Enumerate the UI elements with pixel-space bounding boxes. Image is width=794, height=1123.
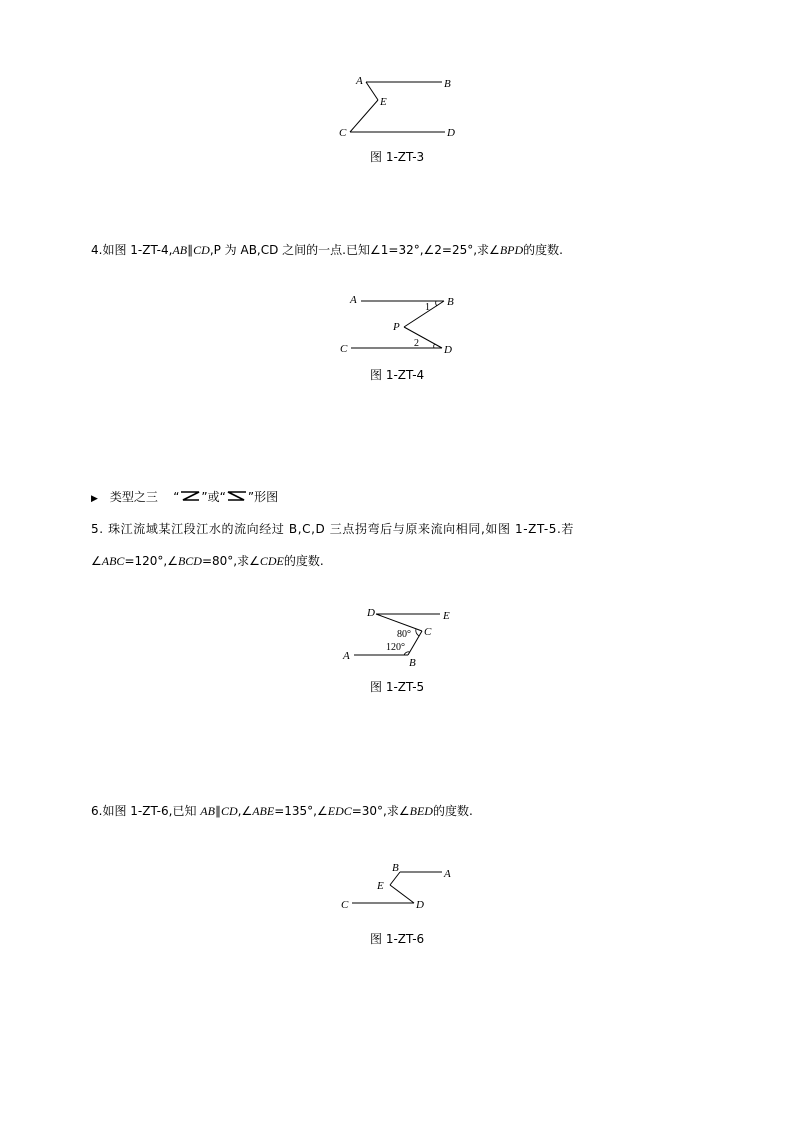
label-c: C [424, 626, 432, 638]
label-d: D [416, 899, 424, 911]
label-e: E [377, 880, 384, 892]
figure-1-zt-3 [330, 70, 470, 145]
figure-1-zt-6-diagram [336, 858, 466, 918]
figure-1-zt-5-diagram [336, 602, 466, 672]
problem-5-line-1: 5. 珠江流域某江段江水的流向经过 B,C,D 三点拐弯后与原来流向相同,如图 1-ZT-5.若 [91, 522, 574, 536]
label-b: B [447, 296, 454, 308]
figure-1-zt-4 [336, 290, 466, 360]
label-c: C [340, 343, 348, 355]
figure-1-zt-5 [336, 602, 466, 672]
label-d: D [444, 344, 452, 356]
label-e: E [443, 610, 450, 622]
label-b: B [444, 78, 451, 90]
angle-label-1: 1 [425, 302, 430, 313]
caption-1-zt-5: 图 1-ZT-5 [370, 680, 425, 694]
label-a: A [444, 868, 451, 880]
label-c: C [341, 899, 349, 911]
label-p: P [393, 321, 400, 333]
label-d: D [447, 127, 455, 139]
triangle-bullet-icon: ▶ [91, 494, 98, 504]
line-ed [390, 885, 414, 903]
label-d: D [367, 607, 375, 619]
problem-5-line-2: ∠ABC=120°,∠BCD=80°,求∠CDE的度数. [91, 554, 324, 568]
angle-arc-2 [434, 344, 435, 348]
angle-label-120: 120° [386, 642, 405, 653]
figure-1-zt-3-diagram [330, 70, 470, 145]
line-ec [350, 100, 378, 132]
label-a: A [343, 650, 350, 662]
angle-label-80: 80° [397, 629, 411, 640]
label-a: A [356, 75, 363, 87]
section-type-3-heading: ▶ 类型之三 “ ”或“ ”形图 [91, 490, 279, 504]
label-b: B [409, 657, 416, 669]
figure-1-zt-4-diagram [336, 290, 466, 360]
line-ae [366, 82, 378, 100]
caption-1-zt-3: 图 1-ZT-3 [370, 150, 425, 164]
caption-1-zt-6: 图 1-ZT-6 [370, 932, 425, 946]
s-shape-glyph-icon [226, 490, 248, 502]
angle-arc-1 [436, 301, 437, 306]
line-bp [404, 301, 444, 327]
problem-4: 4.如图 1-ZT-4,AB∥CD,P 为 AB,CD 之间的一点.已知∠1=32°,∠2=25°,求∠BPD的度数. [91, 243, 563, 257]
problem-6: 6.如图 1-ZT-6,已知 AB∥CD,∠ABE=135°,∠EDC=30°,求∠BED的度数. [91, 804, 473, 818]
label-a: A [350, 294, 357, 306]
angle-label-2: 2 [414, 338, 419, 349]
label-b: B [392, 862, 399, 874]
caption-1-zt-4: 图 1-ZT-4 [370, 368, 425, 382]
line-pd [404, 327, 442, 348]
z-shape-glyph-icon [179, 490, 201, 502]
label-e: E [380, 96, 387, 108]
label-c: C [339, 127, 347, 139]
figure-1-zt-6 [336, 858, 466, 918]
